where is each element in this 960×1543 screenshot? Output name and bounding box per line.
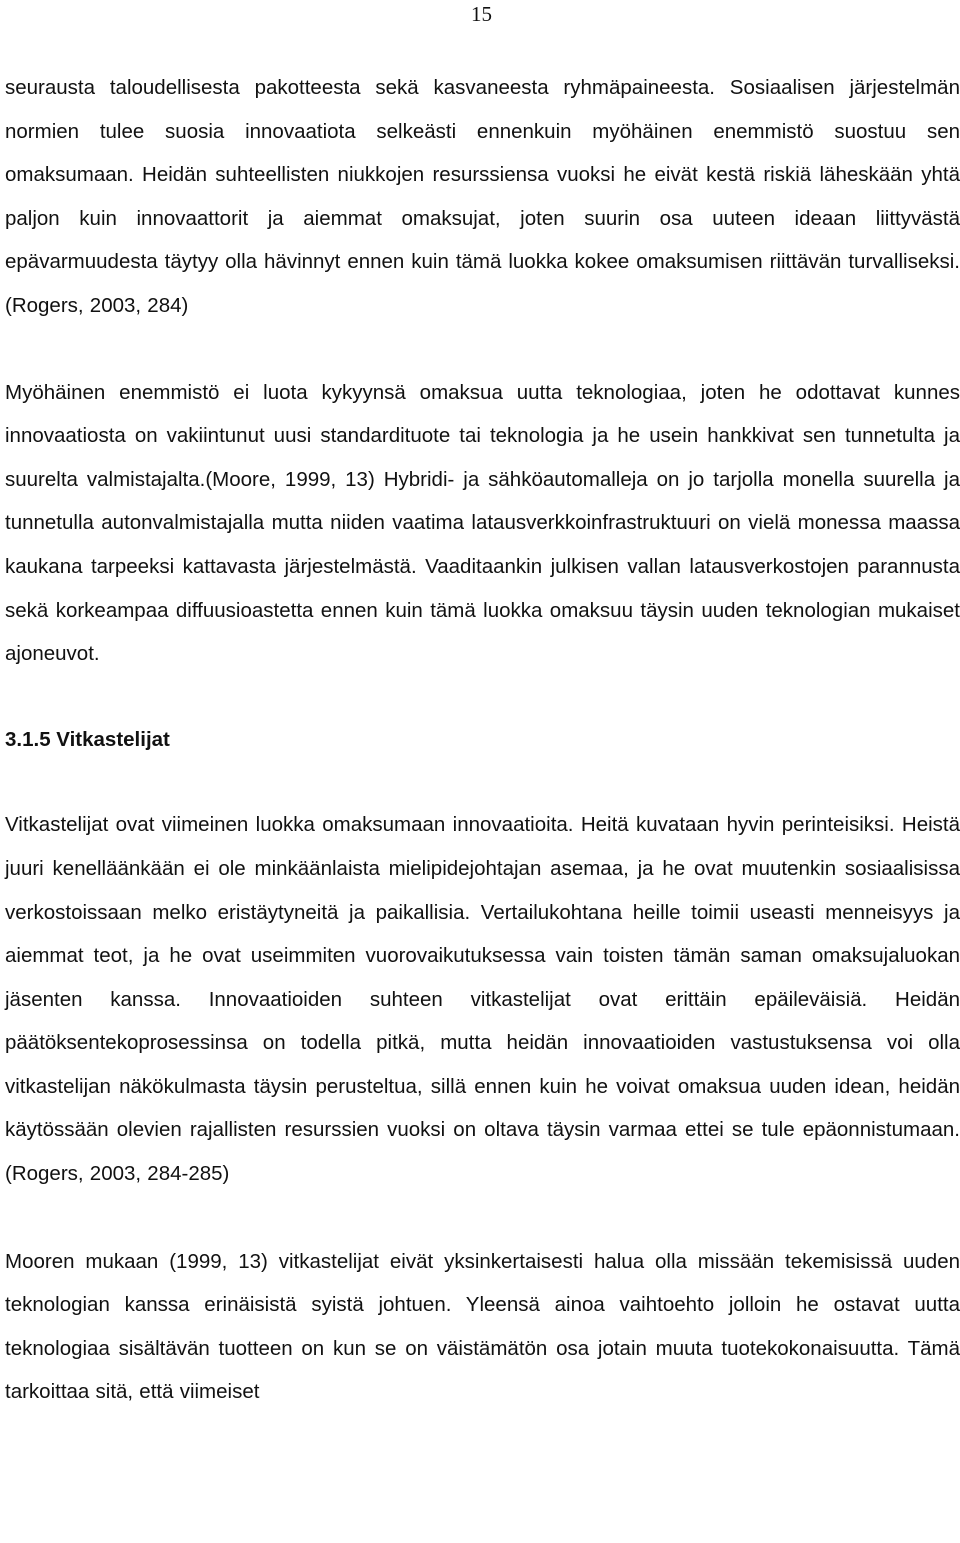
section-paragraph: Mooren mukaan (1999, 13) vitkastelijat eivät yksinkertaisesti halua olla missään tekemisissä uuden teknologian kanssa erinäisistä syistä johtuen. Yleensä ainoa vaihtoehto jolloin he ostavat uutta teknologiaa sisältävän tuotteen on kun se on väistämätön osa jotain muuta tuotekokonaisuutta. Tämä tarkoittaa sitä, että viimeiset: [5, 1249, 960, 1404]
section-heading: 3.1.5 Vitkastelijat: [5, 727, 170, 751]
page-number: 15: [471, 2, 492, 26]
section-paragraph: Vitkastelijat ovat viimeinen luokka omaksumaan innovaatioita. Heitä kuvataan hyvin perinteisiksi. Heistä juuri kenelläänkään ei ole minkäänlaista mielipidejohtajan asemaa, ja he ovat muutenkin sosiaalisissa verkostoissaan melko eristäytyneitä ja paikallisia. Vertailukohtana heille toimii useasti menneisyys ja aiemmat teot, ja he ovat useimmiten vuorovaikutuksessa vain toisten tämän saman omaksujaluokan jäsenten kanssa. Innovaatioiden suhteen vitkastelijat ovat erittäin epäileväisiä. Heidän päätöksentekoprosessinsa on todella pitkä, mutta heidän innovaatioiden vastustuksensa voi olla vitkastelijan näkökulmasta täysin perusteltua, sillä ennen kuin he voivat omaksua uuden idean, heidän käytössään olevien rajallisten resurssien vuoksi on oltava täysin varmaa ettei se tule epäonnistumaan. (Rogers, 2003, 284-285): [5, 813, 960, 1186]
body-paragraph: Myöhäinen enemmistö ei luota kykyynsä omaksua uutta teknologiaa, joten he odottavat kunnes innovaatiosta on vakiintunut uusi standardituote tai teknologia ja he usein hankkivat sen tunnetulta ja suurelta valmistajalta.(Moore, 1999, 13) Hybridi- ja sähköautomalleja on jo tarjolla monella suurella ja tunnetulla autonvalmistajalla mutta niiden vaatima latausverkkoinfrastruktuuri on vielä monessa maassa kaukana tarpeeksi kattavasta järjestelmästä. Vaaditaankin julkisen vallan latausverkostojen parannusta sekä korkeampaa diffuusioastetta ennen kuin tämä luokka omaksuu täysin uuden teknologian mukaiset ajoneuvot.: [5, 380, 960, 666]
document-body: [5, 66, 960, 1414]
body-paragraph: seurausta taloudellisesta pakotteesta sekä kasvaneesta ryhmäpaineesta. Sosiaalisen järjestelmän normien tulee suosia innovaatiota selkeästi ennenkuin myöhäinen enemmistö suostuu sen omaksumaan. Heidän suhteellisten niukkojen resurssiensa vuoksi he eivät kestä riskiä läheskään yhtä paljon kuin innovaattorit ja aiemmat omaksujat, joten suurin osa uuteen ideaan liittyvästä epävarmuudesta täytyy olla hävinnyt ennen kuin tämä luokka kokee omaksumisen riittävän turvalliseksi. (Rogers, 2003, 284): [5, 76, 960, 317]
